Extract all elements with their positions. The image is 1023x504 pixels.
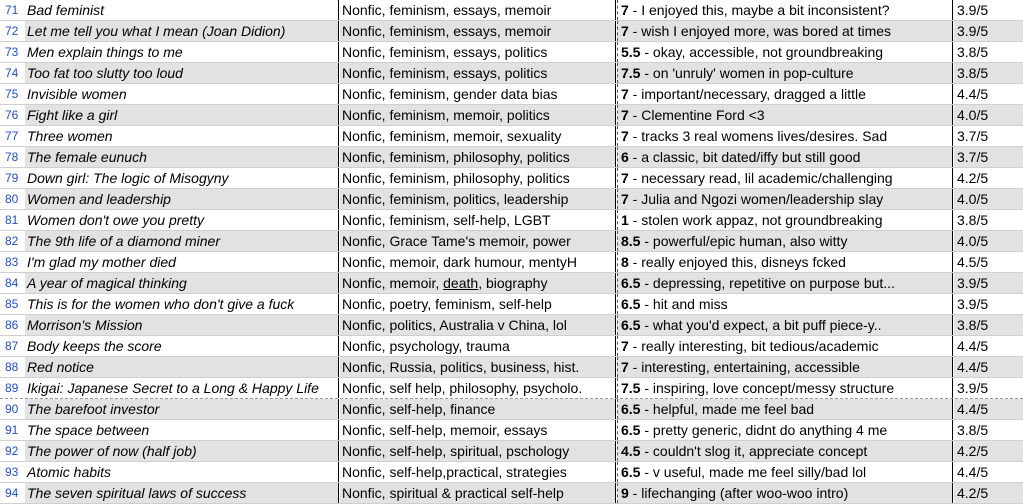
review-note: - inspiring, love concept/messy structure [640,380,895,396]
score-value: 7 [621,2,629,18]
score-value: 7 [621,128,629,144]
rating-cell[interactable]: 4.4/5 [957,338,989,354]
review-cell[interactable] [617,273,953,293]
review-note: - stolen work appaz, not groundbreaking [628,212,883,228]
review-cell[interactable] [617,147,953,167]
review-cell[interactable] [617,252,953,272]
review-cell[interactable] [617,63,953,83]
review-cell[interactable] [617,441,953,461]
rating-cell[interactable]: 3.8/5 [957,44,989,60]
title-cell[interactable]: Atomic habits [25,462,339,482]
genre-cell[interactable]: Nonfic, feminism, self-help, LGBT [340,210,616,230]
review-cell[interactable] [617,210,953,230]
table-row[interactable] [0,399,1023,420]
review-note: - I enjoyed this, maybe a bit inconsistent? [628,2,890,18]
table-row[interactable] [0,252,1023,273]
genre-cell[interactable]: Nonfic, feminism, memoir, politics [340,105,616,125]
table-row[interactable] [0,273,1023,294]
review-cell[interactable] [617,294,953,314]
rating-cell[interactable]: 3.8/5 [954,63,1023,83]
row-number[interactable]: 80 [0,189,25,209]
table-row[interactable] [0,483,1023,504]
row-number[interactable]: 81 [0,210,25,230]
genre-cell[interactable]: Nonfic, Russia, politics, business, hist. [340,357,616,377]
rating-cell[interactable]: 4.0/5 [954,231,1023,251]
review-cell[interactable] [617,231,953,251]
table-row[interactable] [0,84,1023,105]
score-value: 6.5 [621,422,641,438]
review-cell[interactable] [617,168,953,188]
review-cell[interactable] [617,462,953,482]
row-number[interactable]: 92 [0,441,25,461]
row-number[interactable]: 87 [0,336,25,356]
title-cell[interactable]: Ikigai: Japanese Secret to a Long & Happy Life [25,378,339,398]
review-cell[interactable] [617,189,953,209]
genre-cell[interactable]: Nonfic, feminism, philosophy, politics [340,168,616,188]
table-row[interactable] [0,168,1023,189]
row-number[interactable]: 73 [0,42,25,62]
score-value: 6.5 [621,401,641,417]
row-number[interactable]: 79 [0,168,25,188]
title-cell[interactable]: The 9th life of a diamond miner [25,231,339,251]
genre-cell[interactable]: Nonfic, feminism, essays, memoir [340,0,616,20]
genre-cell[interactable]: Nonfic, self-help, finance [340,399,616,419]
rating-cell[interactable]: 3.7/5 [954,147,1023,167]
score-value: 8.5 [621,233,641,249]
rating-cell[interactable]: 4.2/5 [957,170,989,186]
rating-cell[interactable]: 4.4/5 [957,464,989,480]
score-value: 7 [621,191,629,207]
score-value: 6 [621,149,629,165]
genre-cell[interactable]: Nonfic, self help, philosophy, psycholo. [340,378,616,398]
genre-cell[interactable]: Nonfic, feminism, essays, politics [340,63,616,83]
review-note: - interesting, entertaining, accessible [628,359,860,375]
row-number[interactable]: 85 [0,294,25,314]
score-value: 8 [621,254,629,270]
rating-cell[interactable]: 3.9/5 [957,2,989,18]
review-note: - okay, accessible, not groundbreaking [640,44,884,60]
review-note: - on 'unruly' women in pop-culture [640,65,854,81]
table-row[interactable] [0,126,1023,147]
score-value: 4.5 [621,443,641,459]
rating-cell[interactable]: 3.9/5 [954,21,1023,41]
genre-cell[interactable]: Nonfic, feminism, philosophy, politics [340,147,616,167]
title-cell[interactable]: The space between [25,420,339,440]
rating-cell[interactable]: 4.4/5 [954,357,1023,377]
rating-cell[interactable]: 4.0/5 [954,189,1023,209]
score-value: 7 [621,86,629,102]
review-note: - what you'd expect, a bit puff piece-y.. [640,317,882,333]
rating-cell[interactable]: 4.5/5 [957,254,989,270]
title-cell[interactable]: The female eunuch [25,147,339,167]
review-note: - necessary read, lil academic/challenging [628,170,893,186]
rating-cell[interactable]: 4.2/5 [954,441,1023,461]
table-row[interactable] [0,147,1023,168]
row-number[interactable]: 77 [0,126,25,146]
genre-cell[interactable]: Nonfic, feminism, essays, politics [340,42,616,62]
review-cell[interactable] [617,42,953,62]
title-cell[interactable]: I'm glad my mother died [25,252,339,272]
review-note: - helpful, made me feel bad [640,401,815,417]
rating-cell[interactable]: 3.8/5 [954,315,1023,335]
row-number[interactable]: 86 [0,315,25,335]
table-row[interactable] [0,462,1023,483]
table-row[interactable] [0,294,1023,315]
review-note: - couldn't slog it, appreciate concept [640,443,868,459]
row-number[interactable]: 72 [0,21,25,41]
review-note: - important/necessary, dragged a little [628,86,866,102]
score-value: 7 [621,23,629,39]
title-cell[interactable]: The power of now (half job) [25,441,339,461]
title-cell[interactable]: A year of magical thinking [25,273,339,293]
score-value: 5.5 [621,44,641,60]
genre-cell[interactable]: Nonfic, feminism, gender data bias [340,84,616,104]
table-row[interactable] [0,105,1023,126]
title-cell[interactable]: Down girl: The logic of Misogyny [25,168,339,188]
row-number[interactable]: 90 [0,399,25,419]
review-note: - v useful, made me feel silly/bad lol [640,464,867,480]
review-cell[interactable] [617,483,953,503]
rating-cell[interactable]: 3.9/5 [957,296,989,312]
genre-cell[interactable]: Nonfic, memoir, dark humour, mentyH [340,252,616,272]
genre-cell[interactable]: Nonfic, Grace Tame's memoir, power [340,231,616,251]
review-cell[interactable] [617,420,953,440]
review-cell[interactable] [617,126,953,146]
table-row[interactable] [0,378,1023,399]
score-value: 6.5 [621,275,641,291]
table-row[interactable] [0,63,1023,84]
rating-cell[interactable]: 3.8/5 [957,212,989,228]
review-cell[interactable] [617,336,953,356]
score-value: 7 [621,170,629,186]
review-note: - tracks 3 real womens lives/desires. Sad [628,128,888,144]
row-number[interactable]: 71 [0,0,25,20]
score-value: 1 [621,212,629,228]
genre-cell[interactable]: Nonfic, self-help, memoir, essays [340,420,616,440]
rating-cell[interactable]: 4.0/5 [954,105,1023,125]
table-row[interactable] [0,21,1023,42]
title-cell[interactable]: Three women [25,126,339,146]
review-note: - really interesting, bit tedious/academic [628,338,879,354]
genre-cell[interactable] [340,273,616,293]
title-cell[interactable]: Let me tell you what I mean (Joan Didion) [25,21,339,41]
table-row[interactable] [0,357,1023,378]
title-cell[interactable]: Too fat too slutty too loud [25,63,339,83]
rating-cell[interactable]: 3.9/5 [957,380,989,396]
table-row[interactable] [0,42,1023,63]
review-note: - depressing, repetitive on purpose but... [640,275,895,291]
row-number[interactable]: 84 [0,273,25,293]
title-cell[interactable]: Morrison's Mission [25,315,339,335]
row-number[interactable]: 88 [0,357,25,377]
table-row[interactable] [0,231,1023,252]
table-row[interactable] [0,315,1023,336]
row-number[interactable]: 82 [0,231,25,251]
genre-cell[interactable]: Nonfic, poetry, feminism, self-help [340,294,616,314]
row-number[interactable]: 75 [0,84,25,104]
genre-cell[interactable]: Nonfic, psychology, trauma [340,336,616,356]
review-cell[interactable] [617,399,953,419]
rating-cell[interactable]: 4.2/5 [954,483,1023,503]
title-cell[interactable]: Women don't owe you pretty [25,210,339,230]
title-cell[interactable]: The barefoot investor [25,399,339,419]
genre-cell[interactable]: Nonfic, self-help,practical, strategies [340,462,616,482]
score-value: 6.5 [621,296,641,312]
review-note: - really enjoyed this, disneys fcked [628,254,846,270]
review-note: - Julia and Ngozi women/leadership slay [628,191,884,207]
review-cell[interactable] [617,105,953,125]
row-number[interactable]: 89 [0,378,25,398]
genre-cell[interactable]: Nonfic, politics, Australia v China, lol [340,315,616,335]
title-cell[interactable]: Red notice [25,357,339,377]
genre-cell[interactable]: Nonfic, self-help, spiritual, pschology [340,441,616,461]
title-cell[interactable]: Men explain things to me [25,42,339,62]
table-row[interactable] [0,189,1023,210]
score-value: 9 [621,485,629,501]
row-number[interactable]: 78 [0,147,25,167]
row-number[interactable]: 74 [0,63,25,83]
title-cell[interactable]: Women and leadership [25,189,339,209]
row-number[interactable]: 93 [0,462,25,482]
table-row[interactable] [0,441,1023,462]
genre-underlined-word: death [443,275,479,291]
score-value: 7.5 [621,380,641,396]
review-note: - lifechanging (after woo-woo intro) [628,485,849,501]
title-cell[interactable]: Body keeps the score [25,336,339,356]
rating-cell[interactable]: 4.4/5 [957,86,989,102]
rating-cell[interactable]: 3.7/5 [957,128,989,144]
score-value: 7 [621,107,629,123]
title-cell[interactable]: The seven spiritual laws of success [25,483,339,503]
genre-text: , biography [478,275,548,291]
rating-cell[interactable]: 3.9/5 [954,273,1023,293]
review-note: - powerful/epic human, also witty [640,233,848,249]
review-note: - a classic, bit dated/iffy but still good [628,149,861,165]
genre-text: Nonfic, memoir, [342,275,444,291]
title-cell[interactable]: Fight like a girl [25,105,339,125]
review-note: - Clementine Ford <3 [628,107,765,123]
genre-cell[interactable]: Nonfic, feminism, politics, leadership [340,189,616,209]
genre-cell[interactable]: Nonfic, spiritual & practical self-help [340,483,616,503]
review-note: - hit and miss [640,296,728,312]
title-cell[interactable]: This is for the women who don't give a fuck [25,294,339,314]
review-cell[interactable] [617,84,953,104]
rating-cell[interactable]: 3.8/5 [957,422,989,438]
review-cell[interactable] [617,378,953,398]
genre-cell[interactable]: Nonfic, feminism, essays, memoir [340,21,616,41]
row-number[interactable]: 91 [0,420,25,440]
row-number[interactable]: 83 [0,252,25,272]
genre-cell[interactable]: Nonfic, feminism, memoir, sexuality [340,126,616,146]
table-row[interactable] [0,420,1023,441]
score-value: 7 [621,359,629,375]
review-note: - pretty generic, didnt do anything 4 me [640,422,888,438]
score-value: 7 [621,338,629,354]
table-row[interactable] [0,336,1023,357]
title-cell[interactable]: Bad feminist [25,0,339,20]
review-cell[interactable] [617,315,953,335]
score-value: 7.5 [621,65,641,81]
table-row[interactable] [0,0,1023,21]
review-cell[interactable] [617,21,953,41]
table-row[interactable] [0,210,1023,231]
review-cell[interactable] [617,357,953,377]
review-note: - wish I enjoyed more, was bored at times [628,23,892,39]
row-number[interactable]: 94 [0,483,25,503]
score-value: 6.5 [621,464,641,480]
rating-cell[interactable]: 4.4/5 [954,399,1023,419]
row-number[interactable]: 76 [0,105,25,125]
title-cell[interactable]: Invisible women [25,84,339,104]
score-value: 6.5 [621,317,641,333]
review-cell[interactable] [617,0,953,20]
